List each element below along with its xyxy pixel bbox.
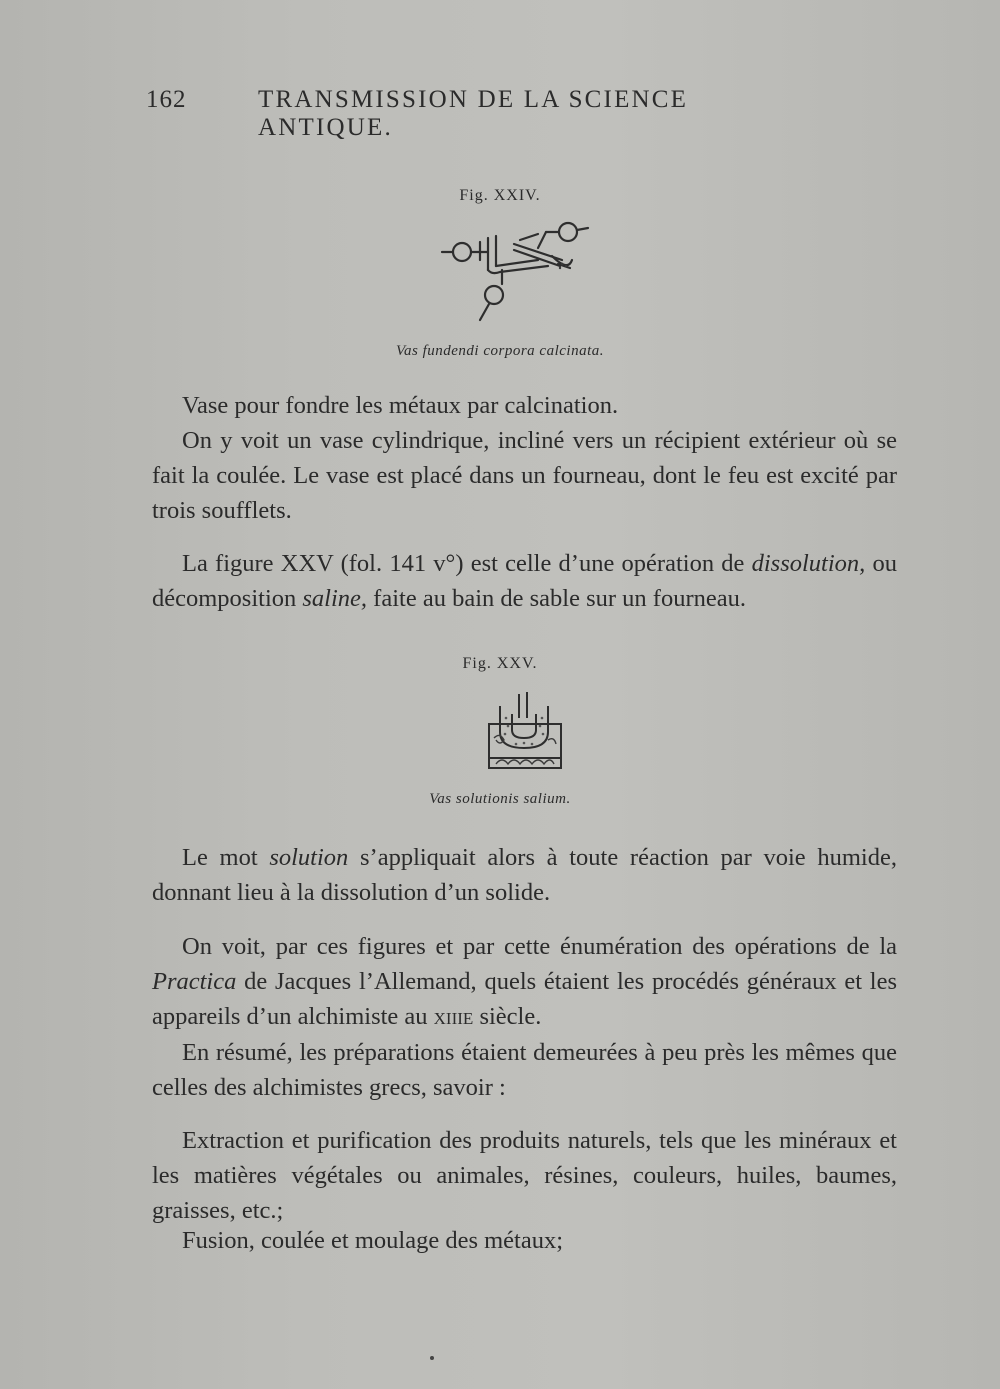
paragraph-extraction: [152, 1123, 897, 1228]
running-title: TRANSMISSION DE LA SCIENCE ANTIQUE.: [258, 86, 689, 141]
figure-25-caption: Vas solutionis salium.: [429, 791, 571, 807]
text-paragraph: Fusion, coulée et moulage des métaux;: [182, 1227, 564, 1254]
page-header: [146, 86, 786, 141]
text-line: Vase pour fondre les métaux par calcination.: [182, 392, 619, 419]
figure-24-caption: Vas fundendi corpora calcinata.: [396, 343, 604, 359]
paragraph-practica: [152, 929, 897, 1034]
paragraph-resume: [152, 1035, 897, 1105]
figure-25-label: Fig. XXV.: [462, 655, 538, 672]
figure-25-sand-bath-illustration: [486, 688, 564, 772]
emphasis-saline: saline,: [302, 585, 368, 612]
figure-24-label: Fig. XXIV.: [459, 187, 541, 204]
text-span: s’appliquait alors à toute réaction par voie humide, donnant lieu à la dissolution d’un solide.: [152, 844, 897, 906]
emphasis-solution: solution: [269, 844, 349, 871]
text-span: ou décomposition: [152, 550, 898, 612]
ink-speck: [430, 1356, 434, 1360]
paragraph-fusion: [152, 1223, 897, 1258]
text-paragraph: On y voit un vase cylindrique, incliné vers un récipient extérieur où se fait la coulée. Le vase est placé dans un fourneau, dont le feu est excité par trois soufflets.: [152, 427, 897, 524]
figure-24-furnace-illustration: [430, 212, 600, 327]
text-span: On voit, par ces figures et par cette énumération des opérations de la: [182, 933, 897, 960]
text-span: faite au bain de sable sur un fourneau.: [367, 585, 746, 612]
paragraph-vase-calcination: [152, 388, 897, 528]
text-paragraph: En résumé, les préparations étaient demeurées à peu près les mêmes que celles des alchimistes grecs, savoir :: [152, 1039, 897, 1101]
page-number: 162: [146, 86, 187, 113]
emphasis-practica: Practica: [152, 968, 237, 995]
emphasis-dissolution: dissolution,: [751, 550, 866, 577]
text-span: siècle.: [473, 1003, 542, 1030]
text-paragraph: Extraction et purification des produits naturels, tels que les minéraux et les matières végétales ou animales, résines, couleurs, huiles, baumes, graisses, etc.;: [152, 1127, 897, 1224]
century-numeral: xiiie: [433, 1003, 474, 1030]
text-span: La figure XXV (fol. 141 v°) est celle d’une opération de: [182, 550, 752, 577]
text-span: de Jacques l’Allemand, quels étaient les procédés généraux et les appareils d’un alchimiste au: [152, 968, 897, 1030]
paragraph-figure-25-intro: [152, 546, 897, 616]
text-span: Le mot: [182, 844, 270, 871]
paragraph-solution: [152, 840, 897, 910]
